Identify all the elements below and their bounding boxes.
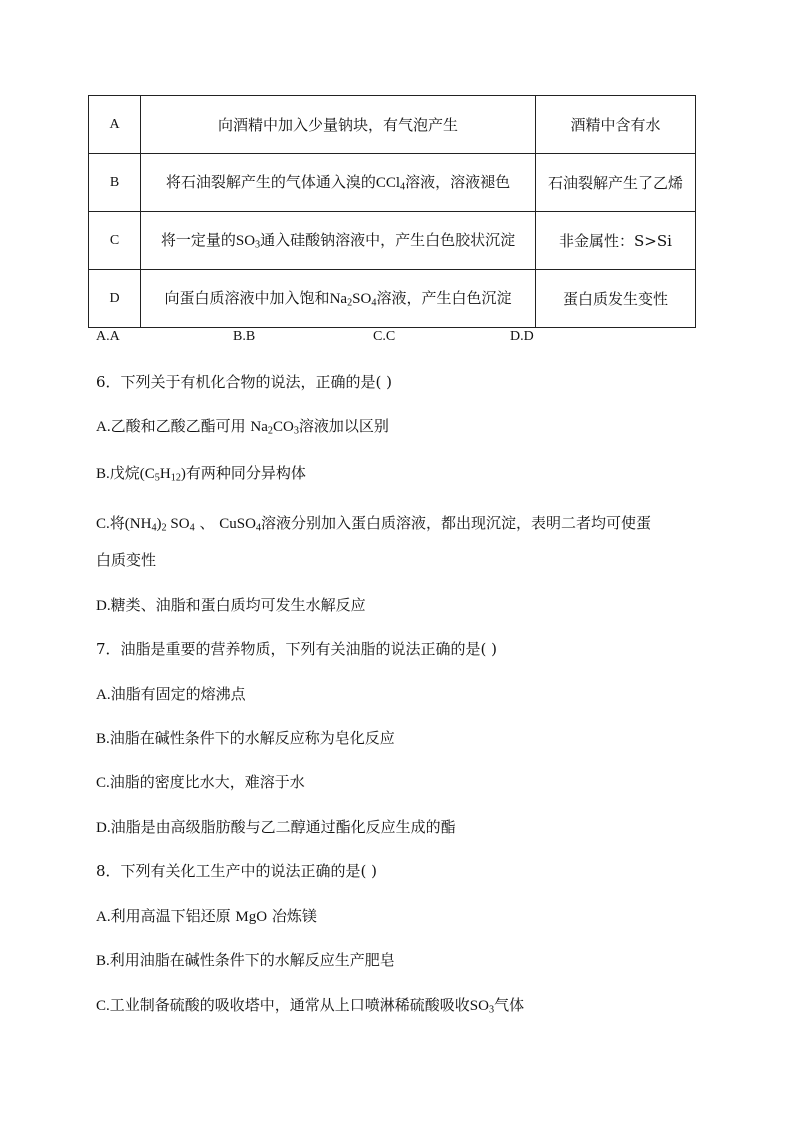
- option-text: 冶炼镁: [267, 907, 317, 925]
- chem-formula: (NH: [124, 516, 152, 532]
- option-text: 油脂有固定的熔沸点: [110, 685, 246, 703]
- subscript: 3: [293, 425, 299, 437]
- option-text: 油脂是由高级脂肪酸与乙二醇通过酯化反应生成的酯: [110, 818, 456, 836]
- option-prefix: D.: [96, 598, 111, 614]
- option-text: 乙酸和乙酸乙酯可用: [110, 417, 251, 435]
- option-prefix: A.: [96, 909, 111, 925]
- option-a: A.A: [96, 329, 120, 344]
- option-prefix: B.: [96, 466, 110, 482]
- q7-option-c: [96, 771, 305, 794]
- chem-formula: CCl: [375, 175, 401, 191]
- option-text: 有两种同分异构体: [185, 464, 306, 482]
- chem-formula: Na: [250, 419, 268, 435]
- subscript: 2: [267, 425, 273, 437]
- option-prefix: A.: [96, 419, 111, 435]
- option-prefix: B.: [96, 953, 110, 969]
- option-d: D.D: [510, 329, 534, 344]
- row-label: B: [89, 154, 141, 212]
- q8-option-b: [96, 949, 395, 972]
- option-text: 溶液加以区别: [298, 417, 389, 435]
- chem-formula: Na: [329, 291, 348, 307]
- option-prefix: C.: [96, 775, 110, 791]
- option-text: 油脂在碱性条件下的水解反应称为皂化反应: [109, 729, 395, 747]
- chem-formula: ): [156, 516, 162, 532]
- option-text: 利用高温下铝还原: [110, 907, 236, 925]
- option-text: 溶液分别加入蛋白质溶液，都出现沉淀，表明二者均可使蛋: [261, 514, 652, 532]
- subscript: 4: [371, 297, 377, 309]
- experiment-table: [88, 95, 696, 328]
- subscript: 5: [154, 472, 160, 484]
- operation-text: 向蛋白质溶液中加入饱和: [164, 289, 330, 307]
- q7-option-d: [96, 816, 456, 839]
- subscript: 4: [151, 522, 157, 534]
- option-prefix: D.: [96, 820, 111, 836]
- option-prefix: C.: [96, 998, 110, 1014]
- q8-option-c: [96, 994, 524, 1017]
- chem-formula: (C: [139, 466, 155, 482]
- row-label: A: [89, 96, 141, 154]
- q6-option-c: [96, 512, 651, 535]
- subscript: 4: [255, 522, 261, 534]
- option-text: 、: [194, 514, 220, 532]
- chem-formula: SO: [166, 516, 190, 532]
- chem-formula: SO: [469, 998, 489, 1014]
- option-prefix: B.: [96, 731, 110, 747]
- option-text: 气体: [494, 996, 525, 1014]
- subscript: 12: [170, 472, 181, 484]
- chem-formula: SO: [235, 233, 256, 249]
- q6-option-c-continued: 白质变性: [96, 551, 157, 569]
- q8-option-a: [96, 905, 317, 928]
- q7-option-b: [96, 727, 395, 750]
- q7-option-a: [96, 683, 246, 706]
- subscript: 3: [255, 239, 261, 251]
- conclusion-cell: 蛋白质发生变性: [536, 270, 696, 328]
- subscript: 3: [488, 1004, 495, 1016]
- chem-formula: ): [180, 466, 186, 482]
- q6-option-b: [96, 462, 306, 485]
- conclusion-cell: 石油裂解产生了乙烯: [536, 154, 696, 212]
- q5-answer-options: [96, 329, 656, 349]
- chem-formula: MgO: [235, 909, 268, 925]
- operation-cell: [141, 154, 536, 212]
- operation-text: 溶液，溶液褪色: [405, 173, 511, 191]
- conclusion-cell: 酒精中含有水: [536, 96, 696, 154]
- operation-text: 将一定量的: [160, 231, 236, 249]
- option-c: C.C: [373, 329, 396, 344]
- q6-option-a: [96, 415, 389, 438]
- row-label: D: [89, 270, 141, 328]
- option-text: 戊烷: [109, 464, 140, 482]
- operation-text: 将石油裂解产生的气体通入溴的: [165, 173, 376, 191]
- subscript: 4: [189, 522, 195, 534]
- option-prefix: C.: [96, 516, 110, 532]
- subscript: 4: [400, 181, 406, 193]
- option-text: 工业制备硫酸的吸收塔中，通常从上口喷淋稀硫酸吸收: [109, 996, 470, 1014]
- q8-stem: 8．下列有关化工生产中的说法正确的是( ): [96, 862, 378, 880]
- table-row: [89, 270, 696, 328]
- operation-cell: [141, 96, 536, 154]
- option-text: 油脂的密度比水大，难溶于水: [109, 773, 305, 791]
- conclusion-cell: 非金属性：S>Si: [536, 212, 696, 270]
- option-prefix: A.: [96, 687, 111, 703]
- option-text: 糖类、油脂和蛋白质均可发生水解反应: [110, 596, 366, 614]
- chem-formula: SO: [352, 291, 372, 307]
- q6-stem: 6．下列关于有机化合物的说法，正确的是( ): [96, 373, 393, 391]
- operation-text: 向酒精中加入少量钠块，有气泡产生: [217, 115, 458, 134]
- operation-text: 通入硅酸钠溶液中，产生白色胶状沉淀: [260, 231, 516, 249]
- q6-option-d: [96, 594, 366, 617]
- option-b: B.B: [233, 329, 256, 344]
- chem-formula: CuSO: [219, 516, 256, 532]
- chem-formula: CO: [272, 419, 294, 435]
- table-row: [89, 96, 696, 154]
- option-text: 将: [109, 514, 125, 532]
- table-row: [89, 212, 696, 270]
- operation-cell: [141, 270, 536, 328]
- subscript: 2: [347, 297, 353, 309]
- table-row: [89, 154, 696, 212]
- q7-stem: 7．油脂是重要的营养物质，下列有关油脂的说法正确的是( ): [96, 640, 498, 658]
- operation-cell: [141, 212, 536, 270]
- operation-text: 溶液，产生白色沉淀: [376, 289, 512, 307]
- chem-formula: H: [159, 466, 171, 482]
- subscript: 2: [161, 522, 167, 534]
- row-label: C: [89, 212, 141, 270]
- option-text: 利用油脂在碱性条件下的水解反应生产肥皂: [109, 951, 395, 969]
